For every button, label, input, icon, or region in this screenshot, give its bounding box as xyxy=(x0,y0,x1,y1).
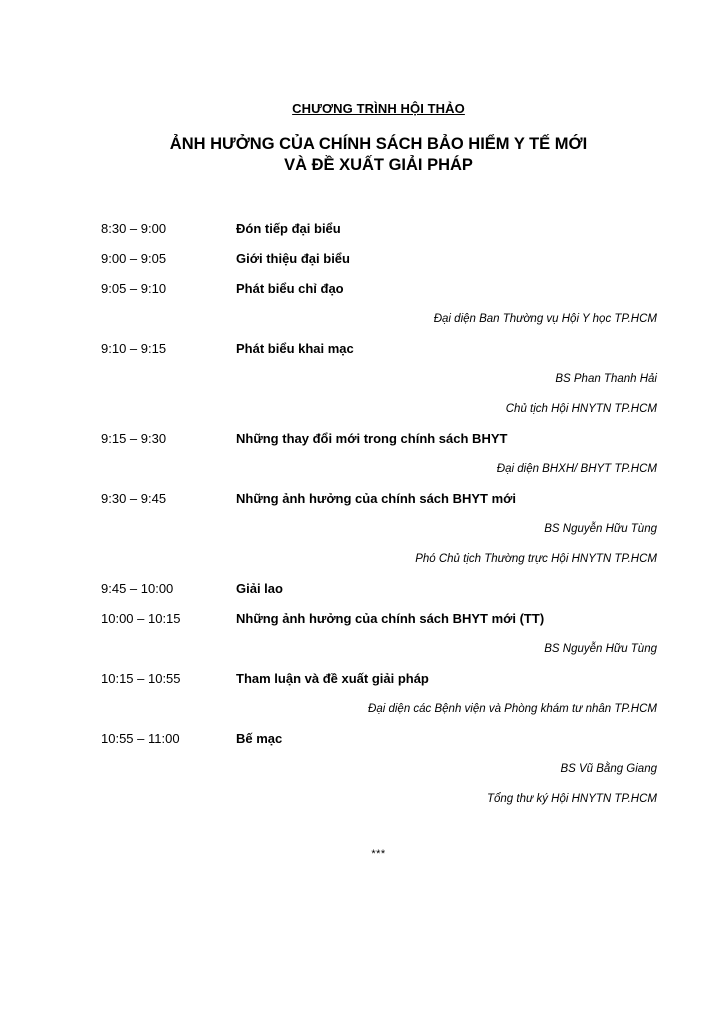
schedule-title: Những ảnh hưởng của chính sách BHYT mới xyxy=(236,491,516,506)
speaker-row xyxy=(101,786,657,816)
speaker-note: Đại diện các Bệnh viện và Phòng khám tư nhân TP.HCM xyxy=(368,703,657,715)
speaker-row xyxy=(101,306,657,336)
speaker-note: BS Nguyễn Hữu Tùng xyxy=(544,643,657,655)
schedule-time: 9:30 – 9:45 xyxy=(101,491,167,506)
title-line-2: VÀ ĐỀ XUẤT GIẢI PHÁP xyxy=(284,156,473,174)
speaker-note: Đại diện Ban Thường vụ Hội Y học TP.HCM xyxy=(433,313,657,325)
schedule-row xyxy=(101,276,657,306)
schedule-title: Phát biểu chỉ đạo xyxy=(236,281,344,296)
schedule-time: 10:00 – 10:15 xyxy=(101,611,181,626)
speaker-row xyxy=(101,546,657,576)
schedule-title: Tham luận và đề xuất giải pháp xyxy=(236,671,429,686)
speaker-row xyxy=(101,366,657,396)
schedule-title: Những ảnh hưởng của chính sách BHYT mới (TT) xyxy=(236,611,545,626)
schedule-title: Bế mạc xyxy=(236,731,283,746)
program-label: CHƯƠNG TRÌNH HỘI THẢO xyxy=(292,101,465,116)
speaker-row xyxy=(101,696,657,726)
schedule-time: 9:00 – 9:05 xyxy=(101,251,167,266)
schedule-title: Giải lao xyxy=(236,581,283,596)
schedule-row xyxy=(101,726,657,756)
speaker-note: BS Phan Thanh Hải xyxy=(555,373,657,385)
schedule-title: Giới thiệu đại biểu xyxy=(236,251,350,266)
speaker-note: Chủ tịch Hội HNYTN TP.HCM xyxy=(505,403,657,415)
speaker-row xyxy=(101,636,657,666)
schedule-row xyxy=(101,336,657,366)
schedule-row xyxy=(101,216,657,246)
page-title xyxy=(0,134,723,176)
speaker-note: BS Nguyễn Hữu Tùng xyxy=(544,523,657,535)
speaker-row xyxy=(101,396,657,426)
schedule-row xyxy=(101,576,657,606)
end-mark: *** xyxy=(371,848,386,860)
schedule-time: 10:15 – 10:55 xyxy=(101,671,181,686)
schedule-row xyxy=(101,606,657,636)
schedule-list xyxy=(101,216,657,816)
schedule-title: Đón tiếp đại biểu xyxy=(236,221,341,236)
title-line-1: ẢNH HƯỞNG CỦA CHÍNH SÁCH BẢO HIỂM Y TẾ MỚI xyxy=(169,135,588,153)
schedule-time: 10:55 – 11:00 xyxy=(101,731,180,746)
schedule-title: Những thay đổi mới trong chính sách BHYT xyxy=(236,431,508,446)
speaker-note: Tổng thư ký Hội HNYTN TP.HCM xyxy=(486,793,657,805)
speaker-note: Phó Chủ tịch Thường trực Hội HNYTN TP.HCM xyxy=(415,553,657,565)
schedule-time: 9:10 – 9:15 xyxy=(101,341,167,356)
speaker-note: BS Vũ Bằng Giang xyxy=(560,763,657,775)
schedule-time: 9:45 – 10:00 xyxy=(101,581,174,596)
speaker-row xyxy=(101,516,657,546)
schedule-time: 9:15 – 9:30 xyxy=(101,431,167,446)
schedule-time: 9:05 – 9:10 xyxy=(101,281,167,296)
schedule-row xyxy=(101,426,657,456)
schedule-row xyxy=(101,666,657,696)
speaker-row xyxy=(101,756,657,786)
speaker-note: Đại diện BHXH/ BHYT TP.HCM xyxy=(496,463,657,475)
schedule-time: 8:30 – 9:00 xyxy=(101,221,167,236)
schedule-title: Phát biểu khai mạc xyxy=(236,341,354,356)
schedule-row xyxy=(101,246,657,276)
speaker-row xyxy=(101,456,657,486)
schedule-row xyxy=(101,486,657,516)
